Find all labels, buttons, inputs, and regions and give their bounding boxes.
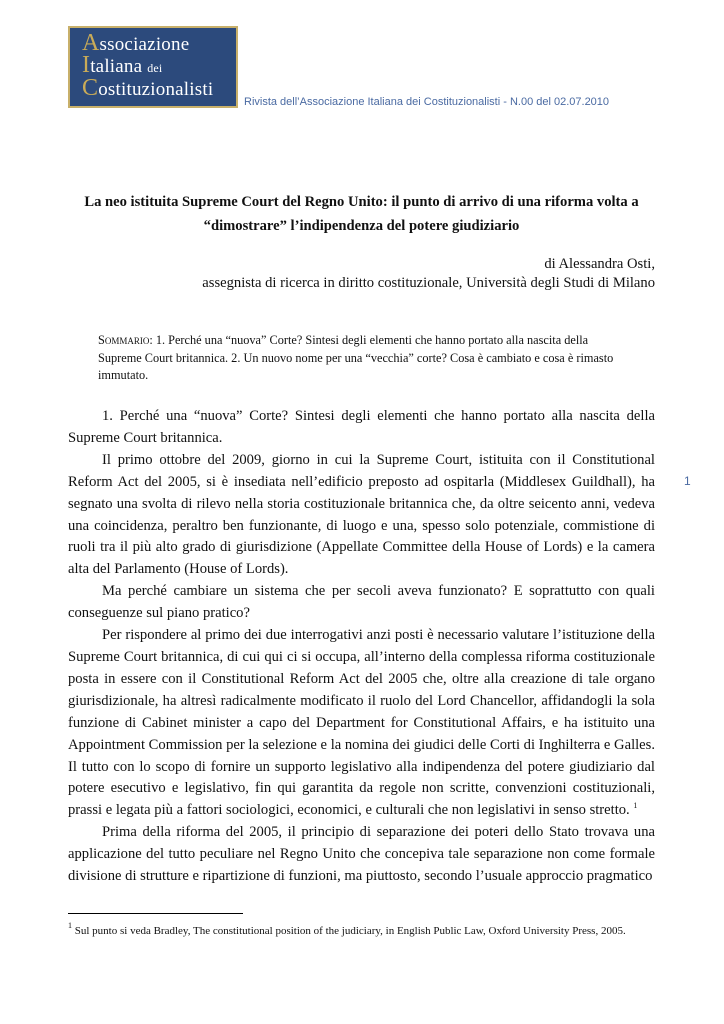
article-body <box>68 406 655 888</box>
summary-label: Sommario: <box>98 333 153 347</box>
article-title <box>68 190 655 238</box>
footnote-text: Sul punto si veda Bradley, The constitutional position of the judiciary, in English Public Law, Oxford University Press, 2005. <box>72 925 626 937</box>
author-affiliation: assegnista di ricerca in diritto costituzionale, Università degli Studi di Milano <box>202 275 655 291</box>
title-line-1: La neo istituita Supreme Court del Regno Unito: il punto di arrivo di una riforma volta a <box>84 194 639 210</box>
footnote-divider <box>68 913 243 914</box>
title-line-2: “dimostrare” l’indipendenza del potere giudiziario <box>203 218 520 234</box>
section-heading: 1. Perché una “nuova” Corte? Sintesi degli elementi che hanno portato alla nascita della Supreme Court britannica. <box>68 408 655 446</box>
paragraph: Ma perché cambiare un sistema che per secoli aveva funzionato? E soprattutto con quali conseguenze sul piano pratico? <box>68 583 655 622</box>
journal-header: Rivista dell’Associazione Italiana dei Costituzionalisti - N.00 del 02.07.2010 <box>244 96 610 108</box>
summary <box>98 332 628 385</box>
author-name: di Alessandra Osti, <box>544 256 655 272</box>
footnote-marker: 1 <box>68 921 72 930</box>
page-number: 1 <box>684 474 691 488</box>
summary-text: 1. Perché una “nuova” Corte? Sintesi degli elementi che hanno portato alla nascita della Supreme Court britannica. 2. Un nuovo nome per una “vecchia” corte? Cosa è cambiato e cosa è rimasto immutato. <box>98 333 614 382</box>
logo-line-1: Associazione <box>82 30 190 56</box>
paragraph: Prima della riforma del 2005, il principio di separazione dei poteri dello Stato trovava una applicazione del tutto peculiare nel Regno Unito che concepiva tale separazione non come formale divisione di strutture e ripartizione di funzioni, ma piuttosto, secondo l’usuale approccio pragmatico <box>68 824 655 885</box>
logo-line-3: Costituzionalisti <box>82 75 214 101</box>
paragraph: Per rispondere al primo dei due interrogativi anzi posti è necessario valutare l’istituzione della Supreme Court britannica, di cui qui ci si occupa, all’interno della complessa riforma costituzionale posta in essere con il Constitutional Reform Act del 2005 che, oltre alla creazione di tale organo giurisdizionale, ha altresì radicalmente modificato il ruolo del Lord Chancellor, affidandogli la sola funzione di Cabinet minister a capo del Department for Constitutional Affairs, e ha istituito una Appointment Commission per la selezione e la nomina dei giudici delle Corti di Inghilterra e Galles. Il tutto con lo scopo di fornire un supporto legislativo alla indipendenza del potere giudiziario dal potere esecutivo e legislativo, fin qui garantita da regole non scritte, convenzioni costituzionali, prassi e legata più a fattori sociologici, economici, e culturali che non legislativi in senso stretto. $^1$ <box>68 627 655 819</box>
logo-line-2: Italiana dei <box>82 52 163 78</box>
footnote-reference[interactable]: 1 <box>633 801 638 811</box>
author-block <box>202 255 655 293</box>
association-logo <box>68 26 238 108</box>
paragraph: Il primo ottobre del 2009, giorno in cui la Supreme Court, istituita con il Constitutional Reform Act del 2005, si è insediata nell’edificio preposto ad ospitarla (Middlesex Guildhall), ha segnato una svolta di rilevo nella storia costituzionale britannica che, da oltre seicento anni, vedeva una coincidenza, peraltro ben funzionante, di luogo e una, spesso solo potenziale, commistione di ruoli tra il più alto grado di giurisdizione (Appellate Committee della House of Lords) e la camera alta del Parlamento (House of Lords). <box>68 451 655 578</box>
footnote <box>68 921 655 939</box>
